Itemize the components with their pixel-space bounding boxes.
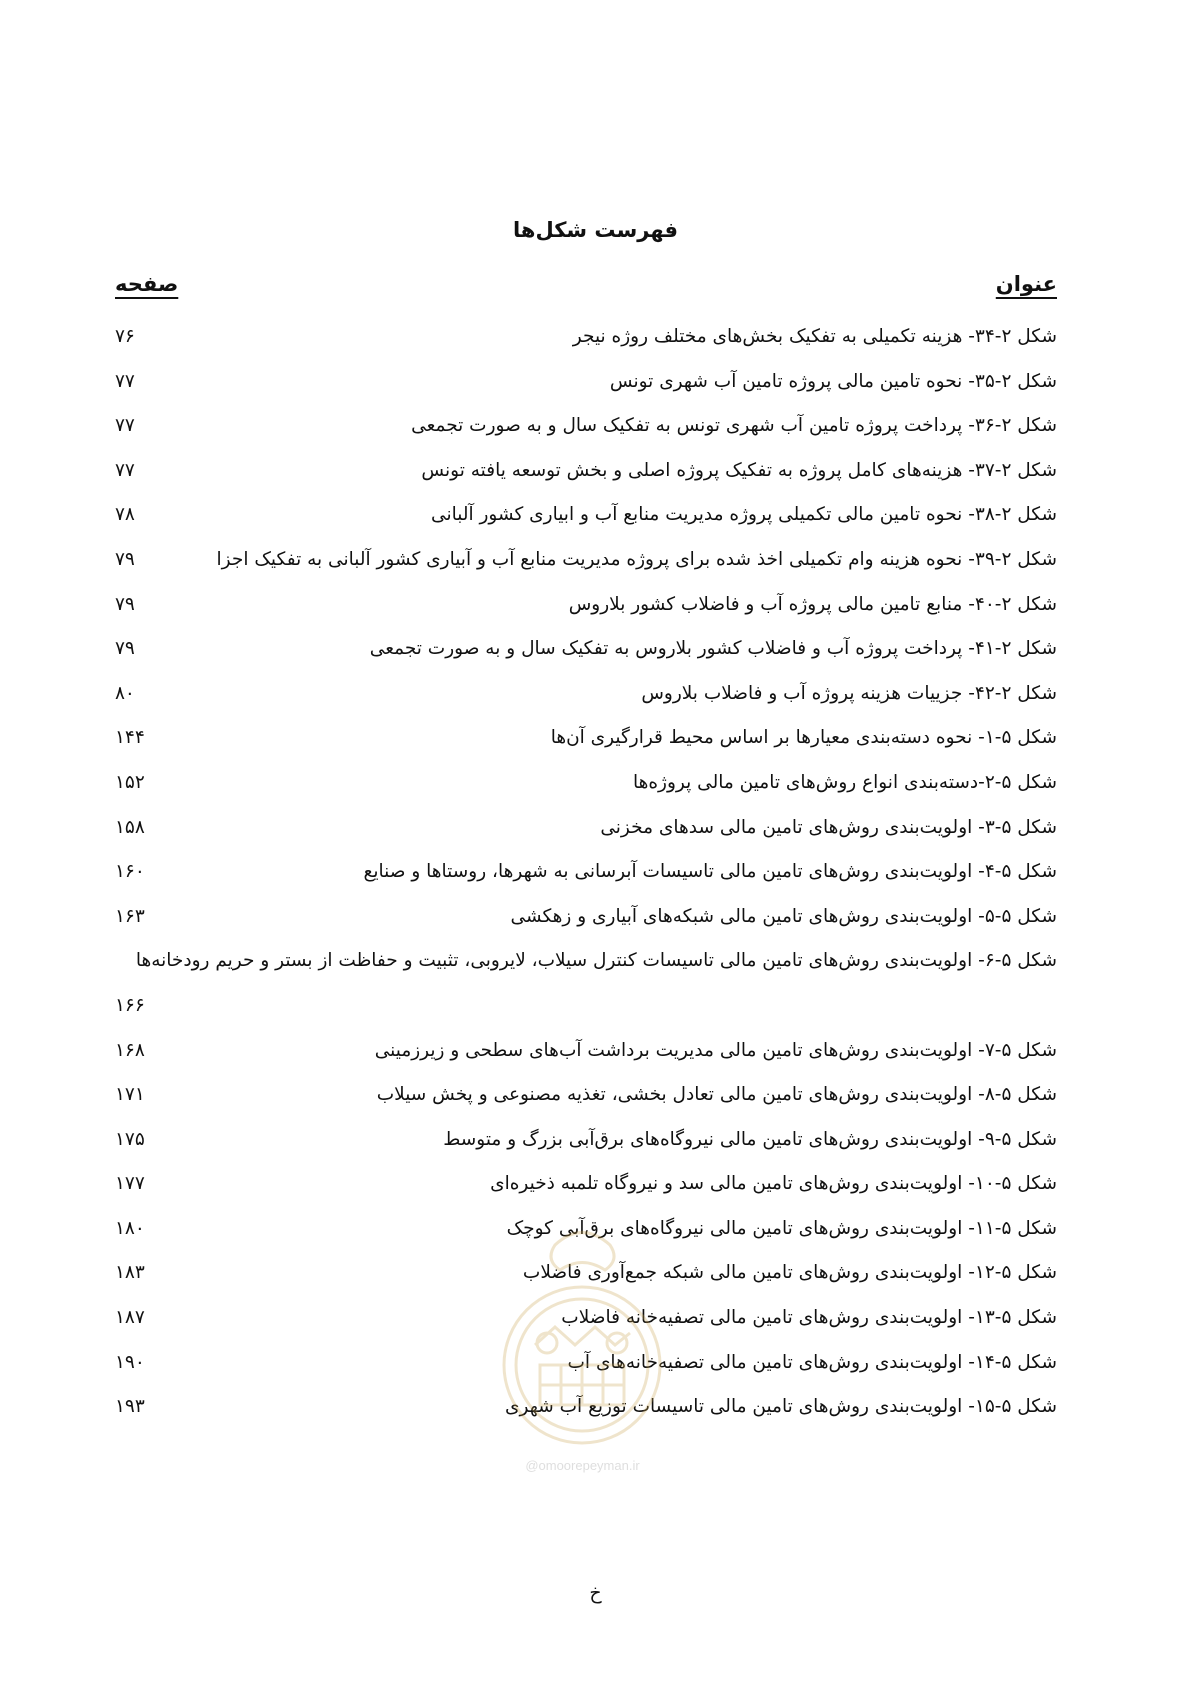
entry-page: ۷۷: [115, 415, 135, 437]
entry-page: ۱۸۳: [115, 1262, 145, 1284]
list-item[interactable]: [115, 538, 1057, 583]
entry-page: ۷۹: [115, 548, 135, 570]
entry-title: شکل ۵-۳- اولویت‌بندی روش‌های تامین مالی سدهای مخزنی: [600, 816, 1057, 838]
entry-page: ۷۷: [115, 459, 135, 481]
list-item[interactable]: [115, 627, 1057, 672]
entry-page: ۱۴۴: [115, 727, 145, 749]
entry-title: شکل ۵-۸- اولویت‌بندی روش‌های تامین مالی تعادل بخشی، تغذیه مصنوعی و پخش سیلاب: [376, 1084, 1057, 1106]
list-item[interactable]: [115, 672, 1057, 717]
list-item[interactable]: [115, 850, 1057, 895]
entry-title: شکل ۵-۶- اولویت‌بندی روش‌های تامین مالی تاسیسات کنترل سیلاب، لایروبی، تثبیت و حفاظت از بستر و حریم رودخانه‌ها: [135, 950, 1057, 972]
list-item[interactable]: [115, 716, 1057, 761]
entry-title: شکل ۲-۳۴- هزینه تکمیلی به تفکیک بخش‌های مختلف روژه نیجر: [572, 326, 1057, 347]
list-item[interactable]: [115, 1029, 1057, 1074]
entry-page: ۷۸: [115, 504, 135, 526]
entry-title: شکل ۲-۴۱- پرداخت پروژه آب و فاضلاب کشور بلاروس به تفکیک سال و به صورت تجمعی: [369, 638, 1057, 660]
list-item[interactable]: [115, 315, 1057, 360]
entry-page: ۱۸۷: [115, 1307, 145, 1329]
entry-title: شکل ۵-۴- اولویت‌بندی روش‌های تامین مالی تاسیسات آبرسانی به شهرها، روستاها و صنایع: [363, 861, 1057, 883]
entry-title: شکل ۲-۴۰- منابع تامین مالی پروژه آب و فاضلاب کشور بلاروس: [568, 593, 1057, 615]
entry-title: شکل ۲-۴۲- جزییات هزینه پروژه آب و فاضلاب بلاروس: [641, 682, 1057, 704]
entry-page: ۷۹: [115, 638, 135, 660]
list-item[interactable]: [115, 583, 1057, 628]
entry-title: شکل ۵-۱۲- اولویت‌بندی روش‌های تامین مالی شبکه جمع‌آوری فاضلاب: [522, 1262, 1057, 1284]
entry-page: ۱۶۶: [115, 994, 145, 1016]
entry-page: ۱۵۸: [115, 816, 145, 838]
publisher-watermark: [495, 1215, 670, 1485]
entry-page: ۱۹۳: [115, 1396, 145, 1418]
entry-title: شکل ۲-۳۷- هزینه‌های کامل پروژه به تفکیک پروژه اصلی و بخش توسعه یافته تونس: [421, 459, 1057, 481]
entry-page: ۱۶۳: [115, 905, 145, 927]
entry-title: شکل ۲-۳۸- نحوه تامین مالی تکمیلی پروژه مدیریت منابع آب و ابیاری کشور آلبانی: [431, 504, 1057, 526]
entry-title: شکل ۲-۳۶- پرداخت پروژه تامین آب شهری تونس به تفکیک سال و به صورت تجمعی: [411, 415, 1057, 437]
list-item[interactable]: [115, 761, 1057, 806]
list-item[interactable]: [115, 449, 1057, 494]
list-item[interactable]: [115, 1073, 1057, 1118]
entry-title: شکل ۵-۱- نحوه دسته‌بندی معیارها بر اساس محیط قرارگیری آن‌ها: [550, 727, 1057, 749]
entry-page: ۷۹: [115, 593, 135, 615]
entry-title: شکل ۵-۵- اولویت‌بندی روش‌های تامین مالی شبکه‌های آبیاری و زهکشی: [510, 905, 1057, 927]
entry-page: ۸۰: [115, 682, 135, 704]
entry-page: ۱۷۱: [115, 1084, 145, 1106]
entry-page: ۷۶: [115, 326, 135, 347]
list-item[interactable]: [115, 806, 1057, 851]
entry-page: ۱۸۰: [115, 1217, 145, 1239]
list-item[interactable]: [115, 895, 1057, 940]
entry-title: شکل ۵-۱۰- اولویت‌بندی روش‌های تامین مالی سد و نیروگاه تلمبه ذخیره‌ای: [490, 1173, 1057, 1195]
entry-title: شکل ۵-۹- اولویت‌بندی روش‌های تامین مالی نیروگاه‌های برق‌آبی بزرگ و متوسط: [443, 1128, 1057, 1150]
page-number: خ: [589, 1582, 602, 1604]
title-column-header: عنوان: [995, 272, 1057, 296]
list-item[interactable]: [115, 1118, 1057, 1163]
list-item[interactable]: [115, 493, 1057, 538]
entry-page: ۷۷: [115, 370, 135, 392]
toc-header: [115, 272, 1057, 306]
page-title: فهرست شکل‌ها: [513, 218, 678, 242]
entry-page: ۱۶۰: [115, 861, 145, 883]
entry-page: ۱۷۷: [115, 1173, 145, 1195]
entry-title: شکل ۵-۲-دسته‌بندی انواع روش‌های تامین مالی پروژه‌ها: [632, 771, 1057, 793]
list-item[interactable]: [115, 1162, 1057, 1207]
entry-page: ۱۹۰: [115, 1351, 145, 1373]
list-item[interactable]: [115, 939, 1057, 1028]
watermark-seal-icon: [495, 1215, 670, 1455]
page-column-header: صفحه: [115, 272, 179, 296]
entry-title: شکل ۲-۳۹- نحوه هزینه وام تکمیلی اخذ شده برای پروژه مدیریت منابع آب و آبیاری کشور آلبانی به تفکیک اجزا: [216, 548, 1057, 570]
entry-title: شکل ۵-۱۴- اولویت‌بندی روش‌های تامین مالی تصفیه‌خانه‌های آب: [567, 1351, 1057, 1373]
list-item[interactable]: [115, 404, 1057, 449]
entry-title: شکل ۵-۱۵- اولویت‌بندی روش‌های تامین مالی تاسیسات توزیع آب شهری: [505, 1396, 1057, 1418]
entry-page: ۱۷۵: [115, 1128, 145, 1150]
entry-title: شکل ۵-۱۳- اولویت‌بندی روش‌های تامین مالی تصفیه‌خانه فاضلاب: [561, 1307, 1057, 1329]
entry-title: شکل ۵-۱۱- اولویت‌بندی روش‌های تامین مالی نیروگاه‌های برق‌آبی کوچک: [506, 1217, 1057, 1239]
entry-title: شکل ۵-۷- اولویت‌بندی روش‌های تامین مالی مدیریت برداشت آب‌های سطحی و زیرزمینی: [374, 1039, 1057, 1061]
list-item[interactable]: [115, 360, 1057, 405]
entry-page: ۱۵۲: [115, 771, 145, 793]
entry-page: ۱۶۸: [115, 1039, 145, 1061]
watermark-url: @omoorepeyman.ir: [525, 1458, 640, 1473]
entry-title: شکل ۲-۳۵- نحوه تامین مالی پروژه تامین آب شهری تونس: [609, 370, 1057, 392]
